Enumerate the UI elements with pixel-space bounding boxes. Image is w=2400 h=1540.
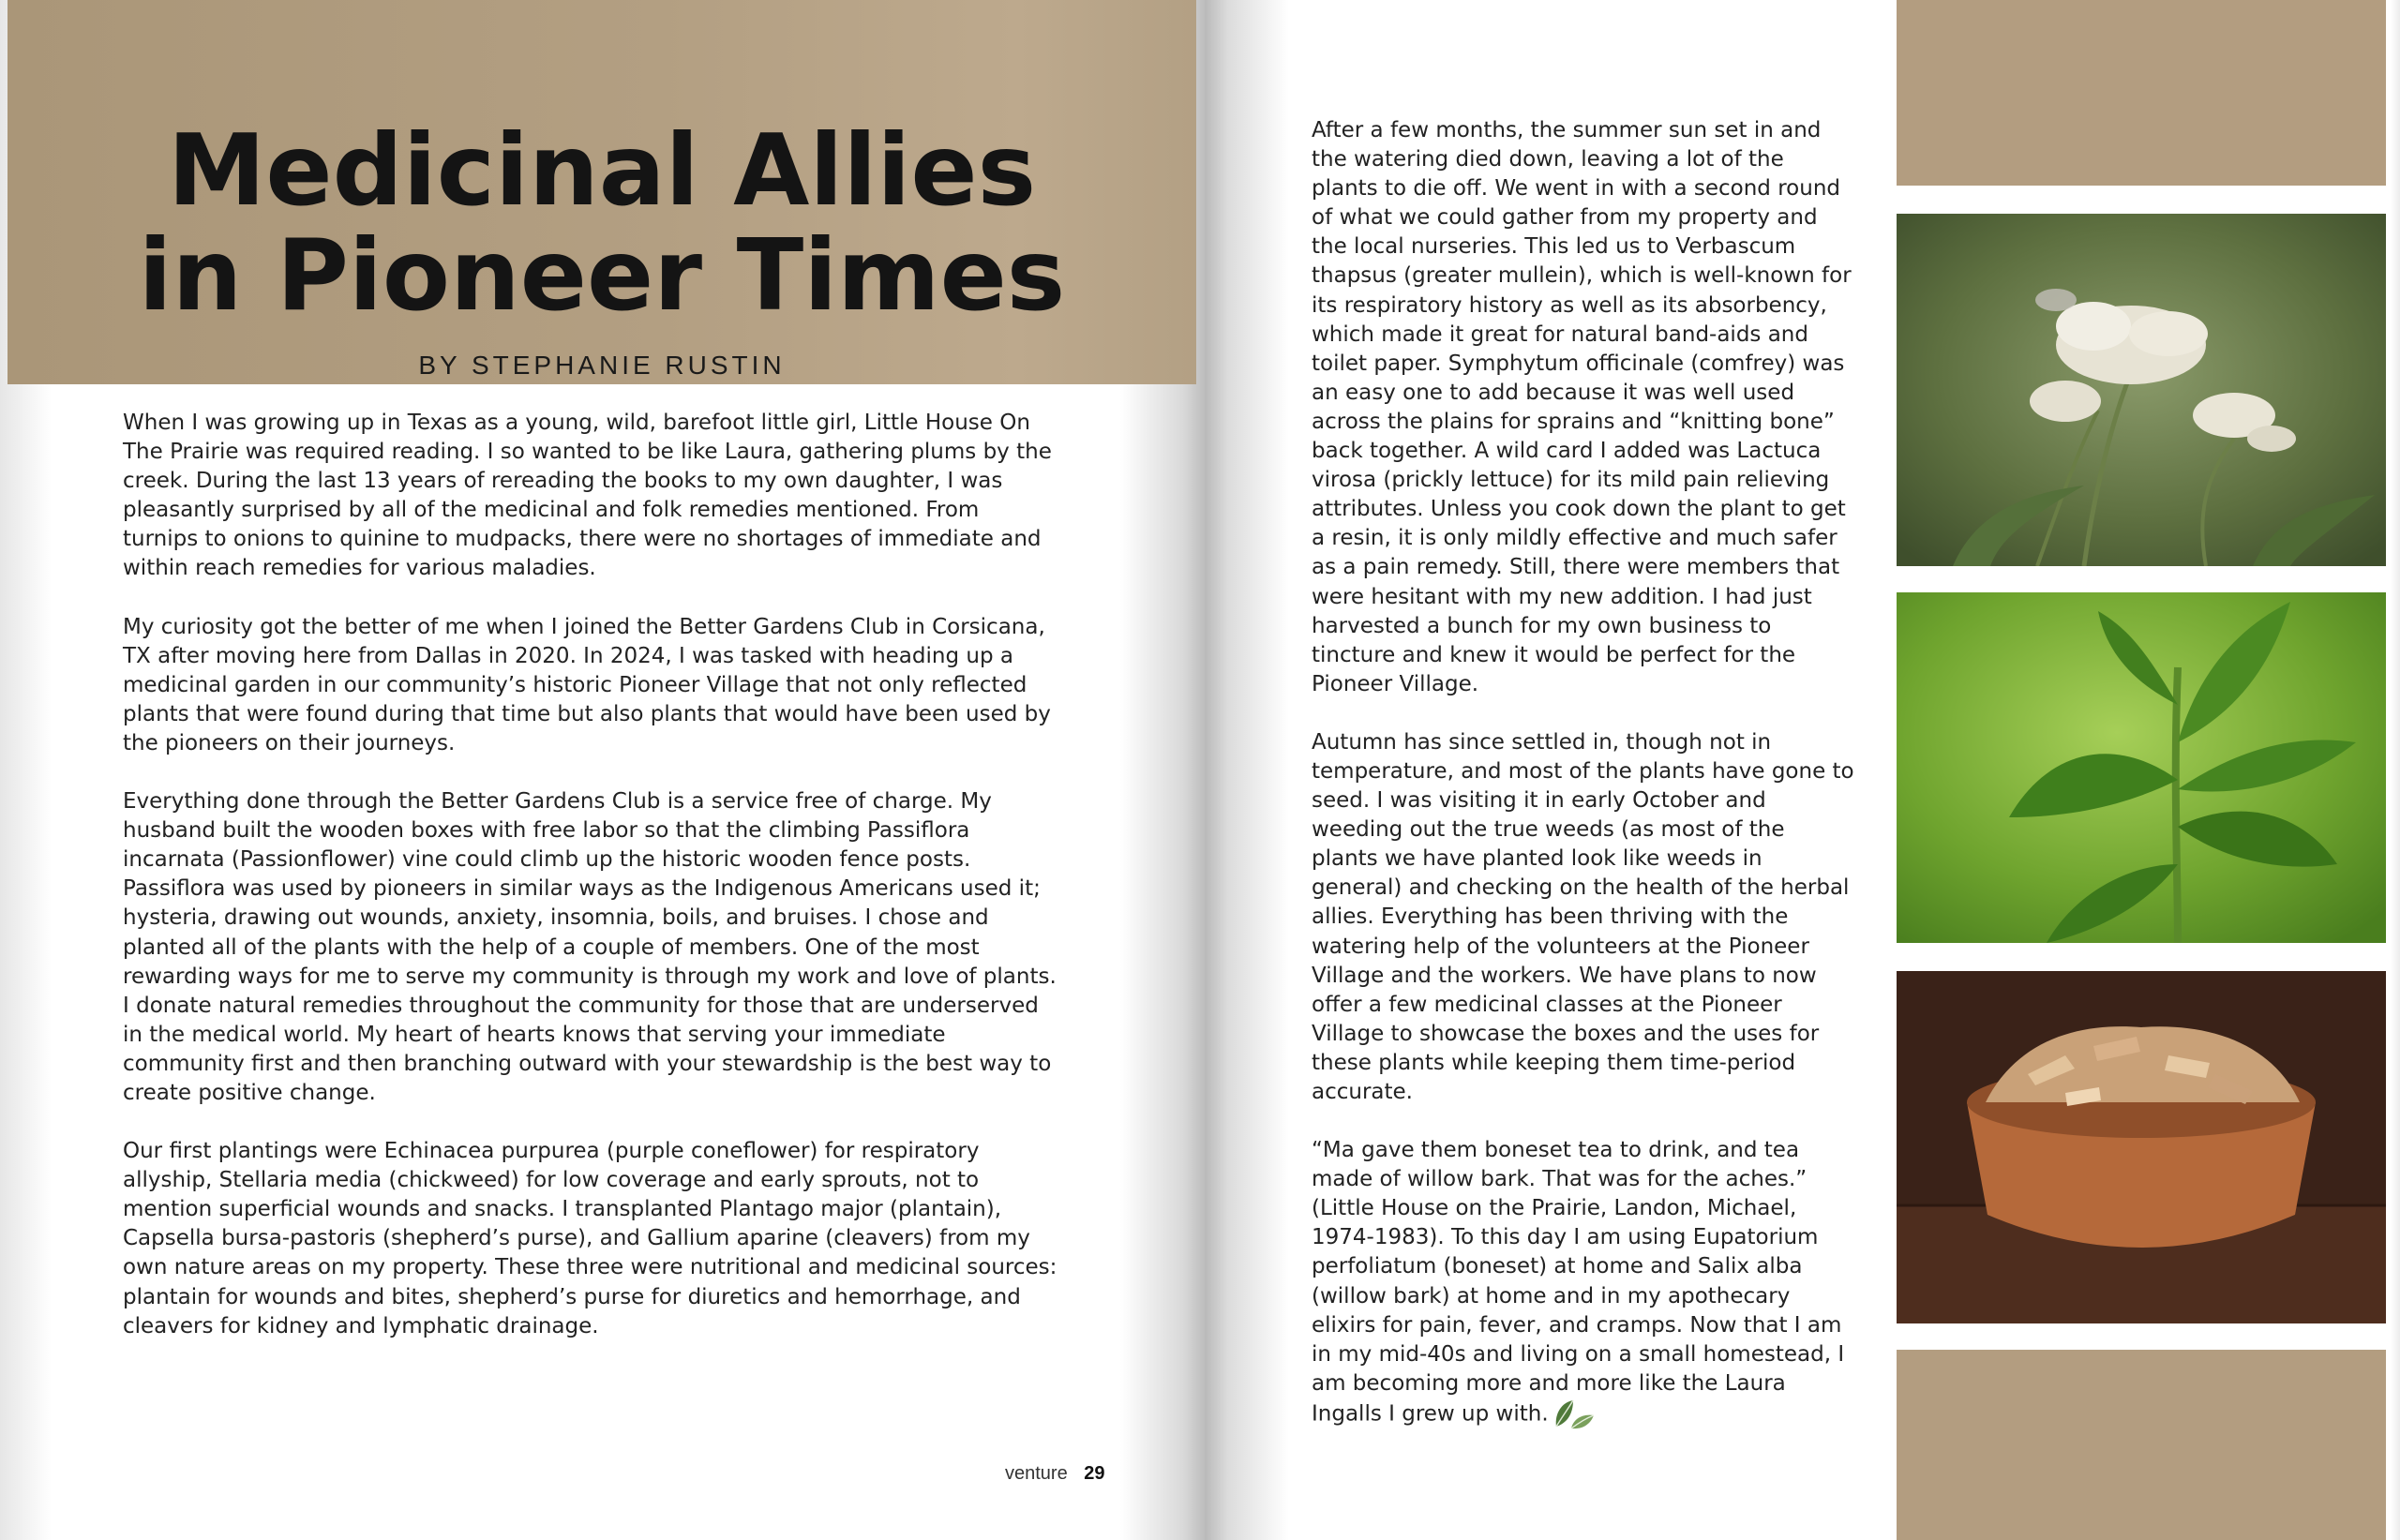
boneset-flower-image xyxy=(1897,214,2386,566)
willow-bark-bowl-image xyxy=(1897,971,2386,1323)
page-number: 29 xyxy=(1084,1463,1105,1484)
body-paragraph: When I was growing up in Texas as a young, wild, barefoot little girl, Little House On The Prairie was required reading. I so wanted to be like Laura, gathering plums by the creek. During the last 13 years of rereading the books to my own daughter, I was pleasantly surprised by all of the medicinal and folk remedies mentioned. From turnips to onions to quinine to mudpacks, there were no shortages of immediate and within reach remedies for various maladies. xyxy=(123,411,1052,581)
title-line-2: in Pioneer Times xyxy=(138,218,1066,333)
right-page xyxy=(1205,0,2400,1540)
body-paragraph: After a few months, the summer sun set in and the watering died down, leaving a lot of the plants to die off. We went in with a second round of what we could gather from my property and the local nurseries. This led us to Verbascum thapsus (greater mullein), which is well-known for its respiratory history as well as its absorbency, which made it great for natural band-aids and toilet paper. Symphytum officinale (comfrey) was an easy one to add because it was well used across the plains for sprains and “knitting bone” back together. A wild card I added was Lactuca virosa (prickly lettuce) for its mild pain relieving attributes. Unless you cook down the plant to get a resin, it is only mildly effective and much safer as a pain remedy. Still, there were members that were hesitant with my new addition. I had just harvested a bunch for my own business to tincture and knew it would be perfect for the Pioneer Village. xyxy=(1312,118,1852,696)
body-paragraph: Our first plantings were Echinacea purpurea (purple coneflower) for respiratory allyship, Stellaria media (chickweed) for low coverage and early sprouts, not to mention superficial wounds and snacks. I transplanted Plantago major (plantain), Capsella bursa-pastoris (shepherd’s purse), and Gallium aparine (cleavers) from my own nature areas on my property. These three were nutritional and medicinal sources: plantain for wounds and bites, shepherd’s purse for diuretics and hemorrhage, and cleavers for kidney and lymphatic drainage. xyxy=(123,1139,1058,1338)
page-footer xyxy=(1005,1463,1105,1485)
title-line-1: Medicinal Allies xyxy=(167,113,1037,228)
byline: BY STEPHANIE RUSTIN xyxy=(418,351,786,380)
article-title xyxy=(8,113,1196,333)
tan-block-top xyxy=(1897,0,2386,186)
body-paragraph: Everything done through the Better Gardens Club is a service free of charge. My husband built the wooden boxes with free labor so that the climbing Passiflora incarnata (Passionflower) vine could climb up the historic wooden fence posts. Passiflora was used by pioneers in similar ways as the Indigenous Americans used it; hysteria, drawing out wounds, anxiety, insomnia, boils, and bruises. I chose and planted all of the plants with the help of a couple of members. One of the most rewarding ways for me to serve my community is through my work and love of plants. I donate natural remedies throughout the community for those that are underserved in the medical world. My heart of hearts knows that serving your immediate community first and then branching outward with your stewardship is the best way to create positive change. xyxy=(123,789,1057,1105)
willow-leaves-image xyxy=(1897,592,2386,943)
boneset-flower-photo xyxy=(1897,214,2386,566)
closing-paragraph-text: “Ma gave them boneset tea to drink, and tea made of willow bark. That was for the aches.” (Little House on the Prairie, Landon, Michael, 1974-1983). To this day I am using Eupatorium perfoliatum (boneset) at home and Salix alba (willow bark) at home and in my apothecary elixirs for pain, fever, and cramps. Now that I am in my mid-40s and living on a small homestead, I am becoming more and more like the Laura Ingalls I grew up with. xyxy=(1312,1138,1845,1427)
body-paragraph: My curiosity got the better of me when I joined the Better Gardens Club in Corsicana, TX after moving here from Dallas in 2020. In 2024, I was tasked with heading up a medicinal garden in our community’s historic Pioneer Village that not only reflected plants that were found during that time but also plants that would have been used by the pioneers on their journeys. xyxy=(123,614,1051,755)
body-paragraph: Autumn has since settled in, though not in temperature, and most of the plants have gone to seed. I was visiting it in early October and weeding out the true weeds (as most of the plants we have planted look like weeds in general) and checking on the health of the herbal allies. Everything has been thriving with the watering help of the volunteers at the Pioneer Village and the workers. We have plans to now offer a few medicinal classes at the Pioneer Village to showcase the boxes and the uses for these plants while keeping them time-period accurate. xyxy=(1312,729,1854,1104)
willow-bark-bowl-photo xyxy=(1897,971,2386,1323)
willow-leaves-photo xyxy=(1897,592,2386,943)
leaf-end-mark-icon xyxy=(1552,1398,1596,1430)
right-body-column xyxy=(1312,116,1874,1459)
magazine-name: venture xyxy=(1005,1463,1068,1484)
body-paragraph xyxy=(1312,1136,1874,1430)
tan-block-bottom xyxy=(1897,1350,2386,1540)
left-body-column xyxy=(123,409,1070,1370)
